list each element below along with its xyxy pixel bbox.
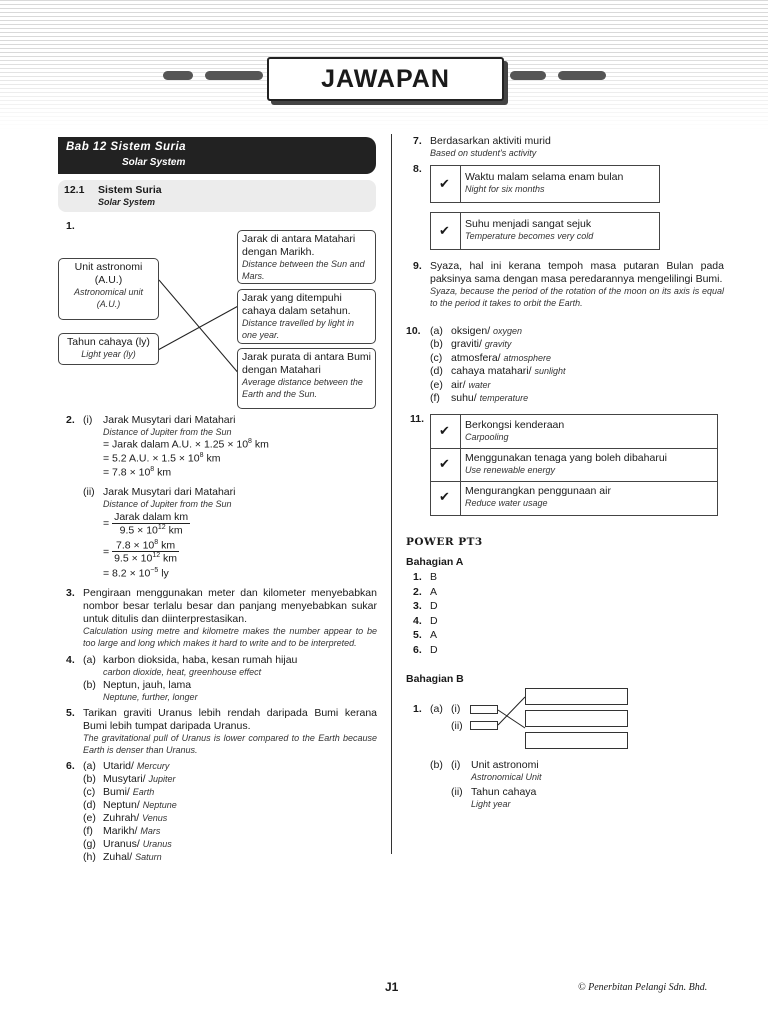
- q4-a-en: carbon dioxide, heat, greenhouse effect: [103, 667, 262, 678]
- q10-item: (d) cahaya matahari/ sunlight: [430, 365, 566, 378]
- q1-left-box-au: [58, 258, 159, 320]
- bahagian-b-bii-block: [471, 786, 536, 810]
- q2-i-title: Jarak Musytari dari Matahari: [103, 414, 236, 426]
- q1-left-au-en: Astronomical unit: [73, 287, 144, 298]
- q2-i-label: (i): [83, 414, 93, 426]
- q8-number: 8.: [413, 163, 422, 175]
- q9-en: Syaza, because the period of the rotation of the moon on its axis is equal to the period it takes to orbit the Earth.: [430, 286, 724, 308]
- q8-row-en: Night for six months: [465, 184, 545, 195]
- q6-item: (a) Utarid/ Mercury: [83, 760, 170, 772]
- q2-ii-fraction1: = $\frac{\text{Jarak dalam km}}{9.5 \times 10^{12} km}$: [103, 511, 189, 537]
- q2-i-line1: = Jarak dalam A.U. × $1.25 \times 10^8$ km: [103, 438, 269, 451]
- check-icon: ✔: [439, 489, 450, 504]
- q6-number: 6.: [66, 760, 75, 772]
- q3-en: Calculation using metre and kilometre makes the number appear to be too large and long which makes it hard to write and to be interpreted.: [83, 626, 377, 648]
- list-item: 5. A: [413, 629, 438, 642]
- q2-i-en: Distance of Jupiter from the Sun: [103, 427, 232, 438]
- q11-row-divider: [431, 448, 717, 449]
- q11-col-divider: [460, 415, 461, 515]
- q1-right-box-2: [237, 289, 376, 344]
- q2-ii-fraction2: = $\frac{7.8 \times 10^8 km}{9.5 \times 10^{12} km}$: [103, 538, 178, 565]
- page-title: JAWAPAN: [267, 57, 504, 101]
- bahagian-b-ai-label: (i): [451, 703, 461, 715]
- q10-list: [430, 325, 720, 405]
- q3-text: Pengiraan menggunakan meter dan kilometer menyebabkan nombor besar terlalu besar dan panjang menyebabkan sukar untuk ditulis dan diinterprestasikan.: [83, 587, 377, 626]
- q5-number: 5.: [66, 707, 75, 719]
- q6-item: (b) Musytari/ Jupiter: [83, 773, 176, 785]
- bahagian-b-answer-box-2: [525, 710, 628, 727]
- q8-row-divider: [460, 213, 461, 249]
- chapter-header: [58, 137, 376, 174]
- section-title: Sistem Suria: [98, 184, 162, 196]
- q11-row-text: Berkongsi kenderaan: [465, 419, 565, 431]
- bahagian-b-bi-text: Unit astronomi: [471, 759, 539, 771]
- q5-en: The gravitational pull of Uranus is lower compared to the Earth because Earth is denser than Uranus.: [83, 733, 377, 755]
- section-subtitle: Solar System: [98, 197, 156, 207]
- q10-item: (c) atmosfera/ atmosphere: [430, 351, 552, 364]
- q2-i-line2: = 5.2 A.U. × $1.5 \times 10^8$ km: [103, 452, 221, 465]
- q10-item: (a) oksigen/ oxygen: [430, 325, 523, 337]
- q4-b-label: (b): [83, 679, 96, 691]
- q7-en: Based on student's activity: [430, 148, 537, 159]
- q9-number: 9.: [413, 260, 422, 272]
- bahagian-a-heading: Bahagian A: [406, 556, 464, 568]
- header-bar-left: [205, 71, 263, 80]
- q7-block: [430, 135, 720, 159]
- bahagian-b-connector-lines: [497, 690, 527, 740]
- q6-item: (f) Marikh/ Mars: [83, 825, 161, 837]
- q11-table: [430, 414, 718, 516]
- q6-item: (e) Zuhrah/ Venus: [83, 812, 168, 824]
- q4-number: 4.: [66, 654, 75, 666]
- bahagian-b-aii-label: (ii): [451, 720, 463, 732]
- q1-right-1-label: Jarak di antara Matahari dengan Marikh.: [242, 233, 356, 259]
- bahagian-b-bi-label: (i): [451, 759, 461, 771]
- q1-left-ly-label: Tahun cahaya (ly): [67, 336, 150, 348]
- q11-row: [465, 419, 564, 443]
- header-bar-right: [510, 71, 546, 80]
- check-icon: ✔: [439, 423, 450, 438]
- q1-right-2-label: Jarak yang ditempuhi cahaya dalam setahun.: [242, 292, 351, 318]
- bahagian-b-a-label: (a): [430, 703, 443, 715]
- q7-number: 7.: [413, 135, 422, 147]
- q11-row-text: Menggunakan tenaga yang boleh dibaharui: [465, 452, 667, 464]
- q1-left-ly-en: Light year (ly): [81, 349, 136, 360]
- q8-row-en: Temperature becomes very cold: [465, 231, 594, 242]
- q2-ii-en: Distance of Jupiter from the Sun: [103, 499, 232, 510]
- q10-item: (e) air/ water: [430, 378, 491, 391]
- q1-right-box-1: [237, 230, 376, 284]
- q8-row-divider: [460, 166, 461, 202]
- q2-ii-title: Jarak Musytari dari Matahari: [103, 486, 236, 498]
- q4-a-block: [103, 654, 373, 678]
- q2-ii-result: = $8.2 \times 10^{-5}$ ly: [103, 566, 169, 580]
- q2-ii-block: [103, 486, 373, 581]
- q4-a-label: (a): [83, 654, 96, 666]
- chapter-title: Bab 12 Sistem Suria: [66, 141, 187, 153]
- list-item: 2. A: [413, 585, 438, 598]
- header-bar-right-short: [558, 71, 606, 80]
- q1-left-au-label: Unit astronomi: [74, 261, 143, 273]
- section-number: 12.1: [64, 184, 85, 196]
- chapter-subtitle: Solar System: [122, 157, 186, 168]
- q8-row-text-block: [465, 218, 593, 242]
- q9-block: [430, 260, 724, 309]
- q4-b-en: Neptune, further, longer: [103, 692, 198, 703]
- column-divider: [391, 134, 392, 854]
- q8-row-text-block: [465, 171, 623, 195]
- q11-row-text: Mengurangkan penggunaan air: [465, 485, 611, 497]
- q11-row-en: Reduce water usage: [465, 498, 548, 509]
- bahagian-b-bii-text: Tahun cahaya: [471, 786, 537, 798]
- q11-row: [465, 452, 667, 476]
- q11-row-en: Use renewable energy: [465, 465, 556, 476]
- q1-left-au-en2: (A.U.): [96, 298, 121, 309]
- header-bar-left-short: [163, 71, 193, 80]
- q6-item: (c) Bumi/ Earth: [83, 786, 155, 798]
- q2-number: 2.: [66, 414, 75, 426]
- bahagian-b-answer-box-3: [525, 732, 628, 749]
- q10-number: 10.: [406, 325, 421, 337]
- q3-block: [83, 587, 377, 649]
- q4-b-text: Neptun, jauh, lama: [103, 679, 192, 691]
- q2-i-line3: = $7.8 \times 10^8$ km: [103, 465, 172, 479]
- q8-row-text: Suhu menjadi sangat sejuk: [465, 218, 592, 230]
- q1-number: 1.: [66, 220, 75, 232]
- q8-row: [430, 212, 660, 250]
- q1-right-1-en: Distance between the Sun and Mars.: [242, 259, 365, 281]
- q11-row: [465, 485, 611, 509]
- section-header: [58, 180, 376, 212]
- bahagian-b-small-box-2: [470, 721, 498, 730]
- list-item: 1. B: [413, 571, 438, 583]
- q6-item: (h) Zuhal/ Saturn: [83, 851, 162, 863]
- q5-block: [83, 707, 377, 756]
- bahagian-b-q1-number: 1.: [413, 703, 422, 715]
- q1-left-au-label2: (A.U.): [94, 274, 123, 287]
- bahagian-b-bii-en: Light year: [471, 799, 511, 810]
- power-pt3-heading: POWER PT3: [406, 536, 483, 548]
- q1-right-box-3: [237, 348, 376, 409]
- bahagian-b-bii-label: (ii): [451, 786, 463, 798]
- q8-row-text: Waktu malam selama enam bulan: [465, 171, 624, 183]
- q1-right-2-en: Distance travelled by light in one year.: [242, 318, 355, 340]
- q10-item: (b) graviti/ gravity: [430, 338, 512, 351]
- q2-i-block: [103, 414, 373, 479]
- q6-item: (g) Uranus/ Uranus: [83, 838, 172, 850]
- bahagian-b-bi-block: [471, 759, 542, 783]
- list-item: 3. D: [413, 600, 438, 613]
- list-item: 6. D: [413, 643, 438, 656]
- q2-ii-label: (ii): [83, 486, 95, 498]
- check-icon: ✔: [439, 456, 450, 471]
- bahagian-b-b-label: (b): [430, 759, 443, 771]
- q1-right-3-en: Average distance between the Earth and the Sun.: [242, 377, 363, 399]
- bahagian-b-bi-en: Astronomical Unit: [471, 772, 542, 783]
- q8-row: [430, 165, 660, 203]
- q6-item: (d) Neptun/ Neptune: [83, 799, 177, 811]
- copyright: © Penerbitan Pelangi Sdn. Bhd.: [578, 982, 708, 993]
- check-icon: ✔: [439, 223, 450, 238]
- q4-a-text: karbon dioksida, haba, kesan rumah hijau: [103, 654, 298, 666]
- q7-text: Berdasarkan aktiviti murid: [430, 135, 551, 147]
- q10-item: (f) suhu/ temperature: [430, 391, 529, 404]
- page-number: J1: [385, 980, 399, 994]
- list-item: 4. D: [413, 614, 438, 627]
- q1-connector-lines: [150, 230, 250, 410]
- bahagian-b-small-box-1: [470, 705, 498, 714]
- q11-row-divider: [431, 481, 717, 482]
- bahagian-b-heading: Bahagian B: [406, 673, 464, 685]
- bahagian-b-answer-box-1: [525, 688, 628, 705]
- q9-text: Syaza, hal ini kerana tempoh masa putaran Bulan pada paksinya sama dengan masa peredarannya mengelilingi Bumi.: [430, 260, 724, 286]
- q6-list: [83, 760, 283, 864]
- q1-left-box-ly: [58, 333, 159, 365]
- q1-right-3-label: Jarak purata di antara Bumi dengan Matahari: [242, 351, 371, 377]
- q3-number: 3.: [66, 587, 75, 599]
- bahagian-a-list: [413, 571, 438, 659]
- check-icon: ✔: [439, 176, 450, 191]
- q5-text: Tarikan graviti Uranus lebih rendah daripada Bumi kerana Bumi lebih tumpat daripada Uranus.: [83, 707, 377, 733]
- q11-row-en: Carpooling: [465, 432, 509, 443]
- q11-number: 11.: [410, 413, 425, 425]
- q4-b-block: [103, 679, 373, 703]
